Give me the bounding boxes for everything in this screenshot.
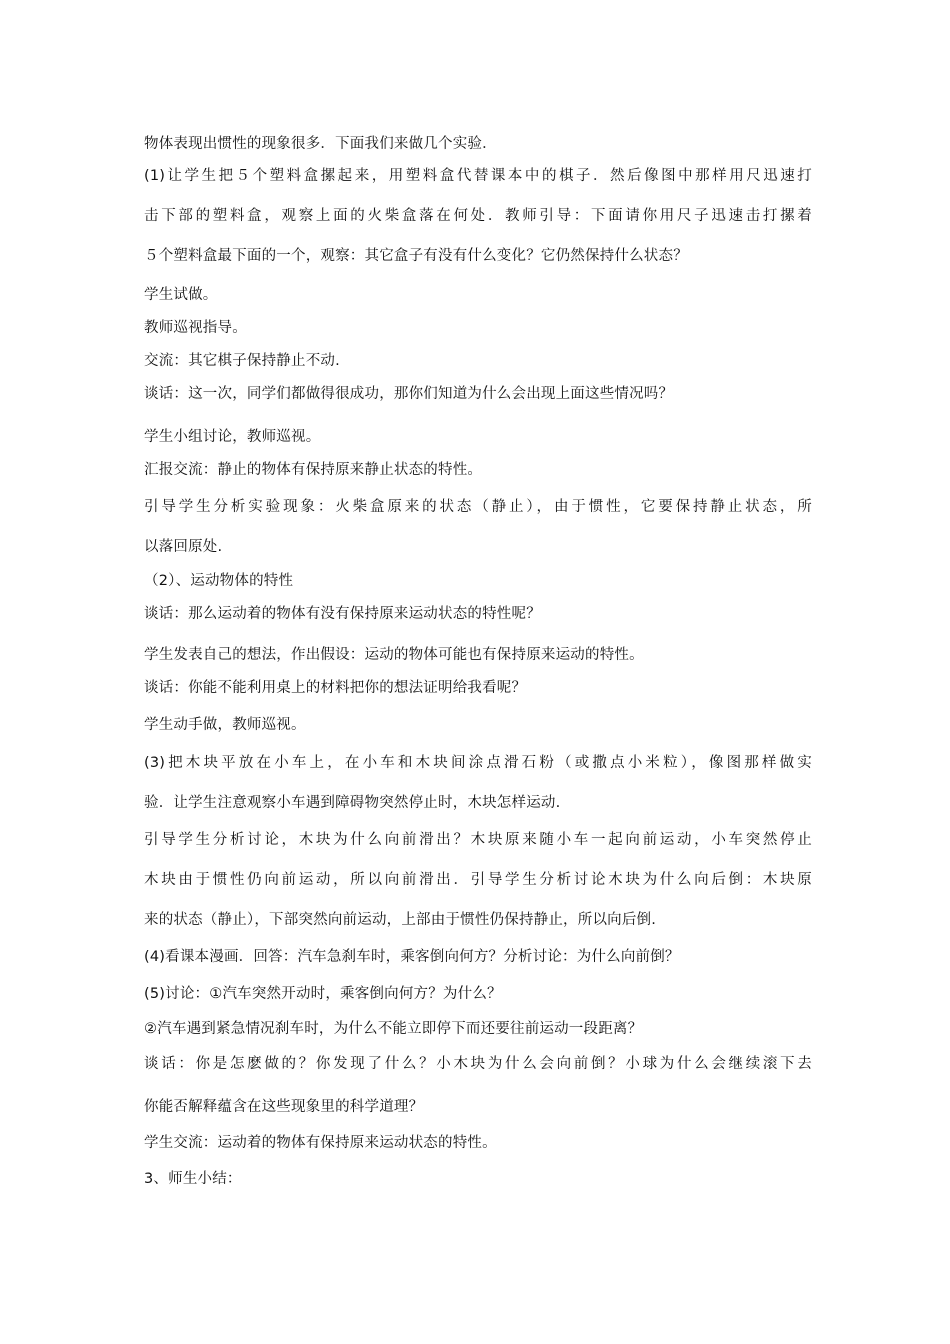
text-line: 来的状态（静止），下部突然向前运动，上部由于惯性仍保持静止，所以向后倒. bbox=[144, 912, 657, 928]
text-line: 物体表现出惯性的现象很多．下面我们来做几个实验． bbox=[144, 136, 497, 152]
text-line: 学生发表自己的想法，作出假设：运动的物体可能也有保持原来运动的特性。 bbox=[144, 647, 644, 663]
text-line: 木块由于惯性仍向前运动，所以向前滑出．引导学生分析讨论木块为什么向后倒：木块原 bbox=[144, 872, 812, 888]
text-line: ５个塑料盒最下面的一个，观察：其它盒子有没有什么变化？它仍然保持什么状态？ bbox=[144, 248, 688, 264]
text-line: 谈话：这一次，同学们都做得很成功，那你们知道为什么会出现上面这些情况吗？ bbox=[144, 386, 674, 402]
text-line: 学生动手做，教师巡视。 bbox=[144, 717, 306, 733]
text-line: (1)让学生把５个塑料盒摞起来，用塑料盒代替课本中的棋子．然后像图中那样用尺迅速打 bbox=[144, 168, 812, 184]
text-line: ②汽车遇到紧急情况刹车时，为什么不能立即停下而还要往前运动一段距离？ bbox=[144, 1021, 643, 1037]
text-line: 谈话：你是怎麽做的？你发现了什么？小木块为什么会向前倒？小球为什么会继续滚下去 bbox=[144, 1056, 812, 1072]
text-line: (3)把木块平放在小车上，在小车和木块间涂点滑石粉（或撒点小米粒），像图那样做实 bbox=[144, 755, 812, 771]
text-line: 验．让学生注意观察小车遇到障碍物突然停止时，木块怎样运动. bbox=[144, 795, 561, 811]
text-line: 谈话：你能不能利用桌上的材料把你的想法证明给我看呢？ bbox=[144, 680, 527, 696]
text-line: 引导学生分析讨论，木块为什么向前滑出？木块原来随小车一起向前运动，小车突然停止 bbox=[144, 832, 812, 848]
text-line: 引导学生分析实验现象：火柴盒原来的状态（静止），由于惯性，它要保持静止状态，所 bbox=[144, 499, 812, 515]
text-line: 谈话：那么运动着的物体有没有保持原来运动状态的特性呢？ bbox=[144, 606, 541, 622]
text-line: 击下部的塑料盒，观察上面的火柴盒落在何处．教师引导：下面请你用尺子迅速击打摞着 bbox=[144, 208, 812, 224]
text-line: 教师巡视指导。 bbox=[144, 320, 247, 336]
text-line: (5)讨论：①汽车突然开动时，乘客倒向何方？为什么？ bbox=[144, 986, 502, 1002]
section-heading: （2）、运动物体的特性 bbox=[144, 573, 294, 589]
text-line: 你能否解释蕴含在这些现象里的科学道理？ bbox=[144, 1099, 424, 1115]
text-line: 学生小组讨论，教师巡视。 bbox=[144, 429, 321, 445]
text-line: (4)看课本漫画．回答：汽车急刹车时，乘客倒向何方？分析讨论：为什么向前倒？ bbox=[144, 949, 680, 965]
text-line: 汇报交流：静止的物体有保持原来静止状态的特性。 bbox=[144, 462, 483, 478]
text-line: 交流：其它棋子保持静止不动. bbox=[144, 353, 340, 369]
section-heading: 3、师生小结： bbox=[144, 1171, 242, 1187]
text-line: 以落回原处. bbox=[144, 539, 223, 555]
text-line: 学生交流：运动着的物体有保持原来运动状态的特性。 bbox=[144, 1135, 497, 1151]
text-line: 学生试做。 bbox=[144, 287, 218, 303]
